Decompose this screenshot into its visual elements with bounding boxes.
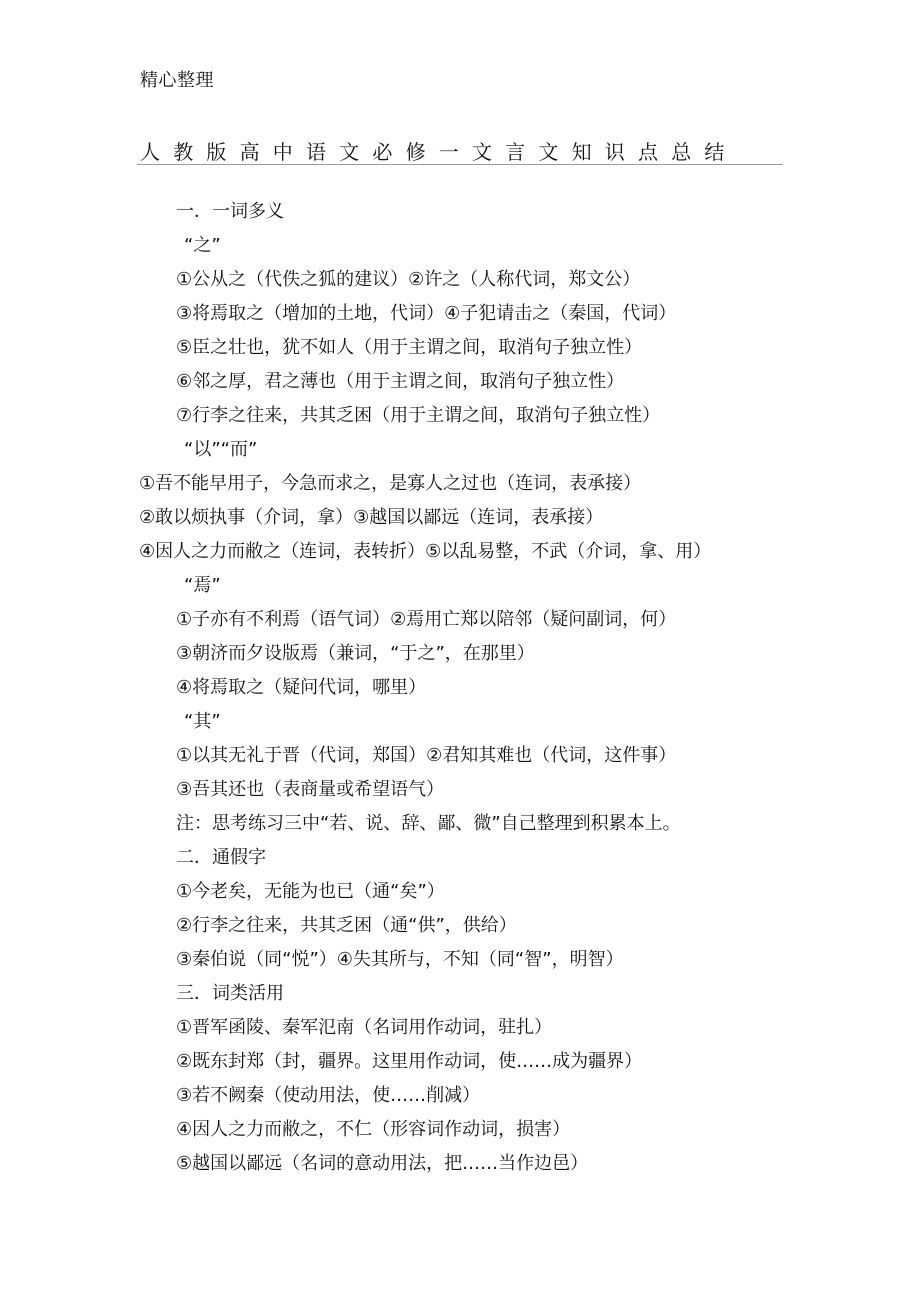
text-line: 一．一词多义: [176, 201, 284, 222]
text-line: ⑦行李之往来，共其乏困（用于主谓之间，取消句子独立性）: [176, 405, 661, 426]
text-line: ②敢以烦执事（介词，拿）③越国以鄙远（连词，表承接）: [139, 507, 604, 528]
text-line: ⑥邻之厚，君之薄也（用于主谓之间，取消句子独立性）: [176, 371, 625, 392]
text-line: ①晋军函陵、秦军氾南（名词用作动词，驻扎）: [176, 1017, 553, 1038]
text-line: 三．词类活用: [176, 983, 284, 1004]
text-line: ③秦伯说（同“悦”）④失其所与，不知（同“智”，明智）: [176, 949, 624, 970]
text-line: ①公从之（代佚之狐的建议）②许之（人称代词，郑文公）: [176, 269, 641, 290]
text-line: “焉”: [184, 575, 221, 596]
text-line: 注：思考练习三中“若、说、辞、鄙、微”自己整理到积累本上。: [176, 813, 681, 834]
text-line: ③若不阙秦（使动用法，使……削减）: [176, 1085, 481, 1106]
text-line: “以”“而”: [184, 439, 258, 460]
text-line: ①吾不能早用子，今急而求之，是寡人之过也（连词，表承接）: [139, 473, 642, 494]
text-line: ①子亦有不利焉（语气词）②焉用亡郑以陪邻（疑问副词，何）: [176, 609, 677, 630]
text-line: ④因人之力而敝之（连词，表转折）⑤以乱易整，不武（介词，拿、用）: [139, 541, 712, 562]
text-line: ⑤越国以鄙远（名词的意动用法，把……当作边邑）: [176, 1153, 589, 1174]
text-line: ③将焉取之（增加的土地，代词）④子犯请击之（秦国，代词）: [176, 303, 677, 324]
text-line: ①今老矣，无能为也已（通“矣”）: [176, 881, 445, 902]
text-line: ①以其无礼于晋（代词，郑国）②君知其难也（代词，这件事）: [176, 745, 677, 766]
header-note: 精心整理: [140, 70, 214, 91]
text-line: ③朝济而夕设版焉（兼词，“于之”，在那里）: [176, 643, 535, 664]
text-line: ④将焉取之（疑问代词，哪里）: [176, 677, 427, 698]
title-underline: [137, 164, 783, 165]
text-line: “其”: [184, 711, 221, 732]
text-line: ②行李之往来，共其乏困（通“供”，供给）: [176, 915, 517, 936]
document-title: 人教版高中语文必修一文言文知识点总结: [140, 140, 738, 164]
text-line: ③吾其还也（表商量或希望语气）: [176, 779, 445, 800]
text-line: ④因人之力而敝之，不仁（形容词作动词，损害）: [176, 1119, 571, 1140]
text-line: “之”: [184, 235, 221, 256]
body-text: [0, 195, 920, 1181]
text-line: ②既东封郑（封，疆界。这里用作动词，使……成为疆界）: [176, 1051, 643, 1072]
text-line: 二．通假字: [176, 847, 266, 868]
text-line: ⑤臣之壮也，犹不如人（用于主谓之间，取消句子独立性）: [176, 337, 643, 358]
